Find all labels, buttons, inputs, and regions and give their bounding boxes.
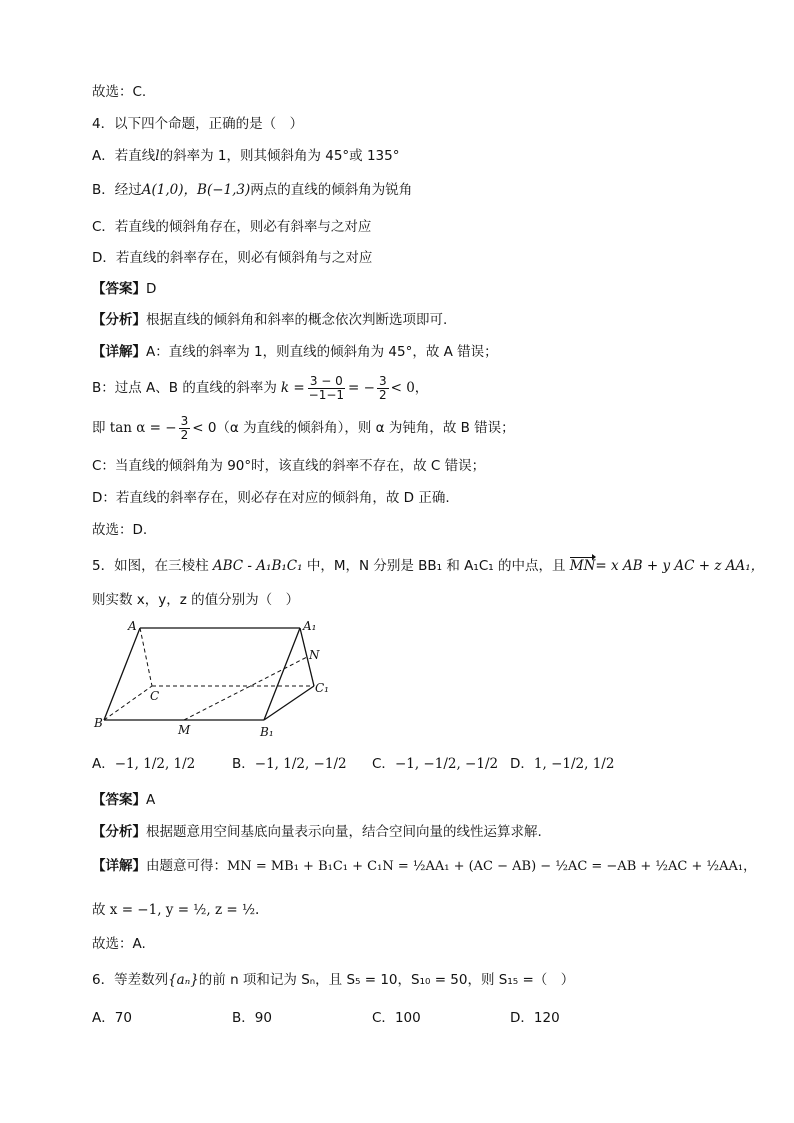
q5-detail-1: 【详解】由题意可得：MN = MB₁ + B₁C₁ + C₁N = ½AA₁ + (AC − AB) − ½AC = −AB + ½AC + ½AA₁， [92,858,757,874]
q4-detail-2: B：过点 A、B 的直线的斜率为 k = $\frac{3 - 0}{-1-1}$ = − $\frac{3}{2}$ < 0， [92,373,429,402]
q5-stem-2: 则实数 x，y，z 的值分别为（ ） [92,592,300,608]
q6-option-a: A．70 [92,1010,132,1026]
q4-stem: 4．以下四个命题，正确的是（ ） [92,116,304,132]
q5-option-d: D．1, −1/2, 1/2 [510,756,615,772]
q4-detail-1: 【详解】A：直线的斜率为 1，则直线的倾斜角为 45°，故 A 错误； [92,344,498,360]
figure-label-n: N [309,648,320,662]
q5-analysis: 【分析】根据题意用空间基底向量表示向量，结合空间向量的线性运算求解. [92,824,542,840]
q6-option-c: C．100 [372,1010,421,1026]
q5-detail-2: 故 x = −1, y = ½, z = ½. [92,902,260,918]
q4-option-b: B．经过A(1,0)，B(−1,3)两点的直线的倾斜角为锐角 [92,182,413,198]
q4-detail-3: 即 tan α = − $\frac{3}{2}$ < 0（α 为直线的倾斜角），则 α 为钝角，故 B 错误； [92,413,515,442]
figure-label-b1: B₁ [260,725,274,739]
q6-option-b: B．90 [232,1010,272,1026]
figure-label-a: A [128,619,137,633]
q6-option-d: D．120 [510,1010,560,1026]
q5-answer: 【答案】A [92,792,156,808]
figure-label-a1: A₁ [303,619,317,633]
q5-option-c: C．−1, −1/2, −1/2 [372,756,499,772]
fraction: $\frac{3}{2}$ [378,373,387,402]
q4-option-c: C．若直线的倾斜角存在，则必有斜率与之对应 [92,219,372,235]
q4-analysis: 【分析】根据直线的倾斜角和斜率的概念依次判断选项即可. [92,312,448,328]
fraction: $\frac{3}{2}$ [180,413,189,442]
q5-option-b: B．−1, 1/2, −1/2 [232,756,347,772]
q4-detail-4: C：当直线的倾斜角为 90°时，该直线的斜率不存在，故 C 错误； [92,458,486,474]
figure-label-c1: C₁ [315,681,329,695]
q5-final: 故选：A. [92,936,146,952]
q4-final: 故选：D. [92,522,148,538]
figure-label-c: C [150,689,160,703]
figure-label-m: M [178,723,191,737]
prev-answer: 故选：C. [92,84,147,100]
prism-figure [92,614,342,744]
fraction: $\frac{3 - 0}{-1-1}$ [308,373,345,402]
figure-label-b: B [94,716,103,730]
q4-answer: 【答案】D [92,281,157,297]
q6-stem: 6．等差数列{aₙ}的前 n 项和记为 Sₙ，且 S₅ = 10，S₁₀ = 50，则 S₁₅ =（ ） [92,972,575,988]
q5-stem: 5．如图，在三棱柱 ABC - A₁B₁C₁ 中，M，N 分别是 BB₁ 和 A₁C₁ 的中点，且 MN= x AB + y AC + z AA₁， [92,558,765,574]
q4-option-d: D．若直线的斜率存在，则必有倾斜角与之对应 [92,250,373,266]
q4-option-a: A．若直线l的斜率为 1，则其倾斜角为 45°或 135° [92,148,400,164]
q5-option-a: A．−1, 1/2, 1/2 [92,756,196,772]
q4-detail-5: D：若直线的斜率存在，则必存在对应的倾斜角，故 D 正确. [92,490,450,506]
